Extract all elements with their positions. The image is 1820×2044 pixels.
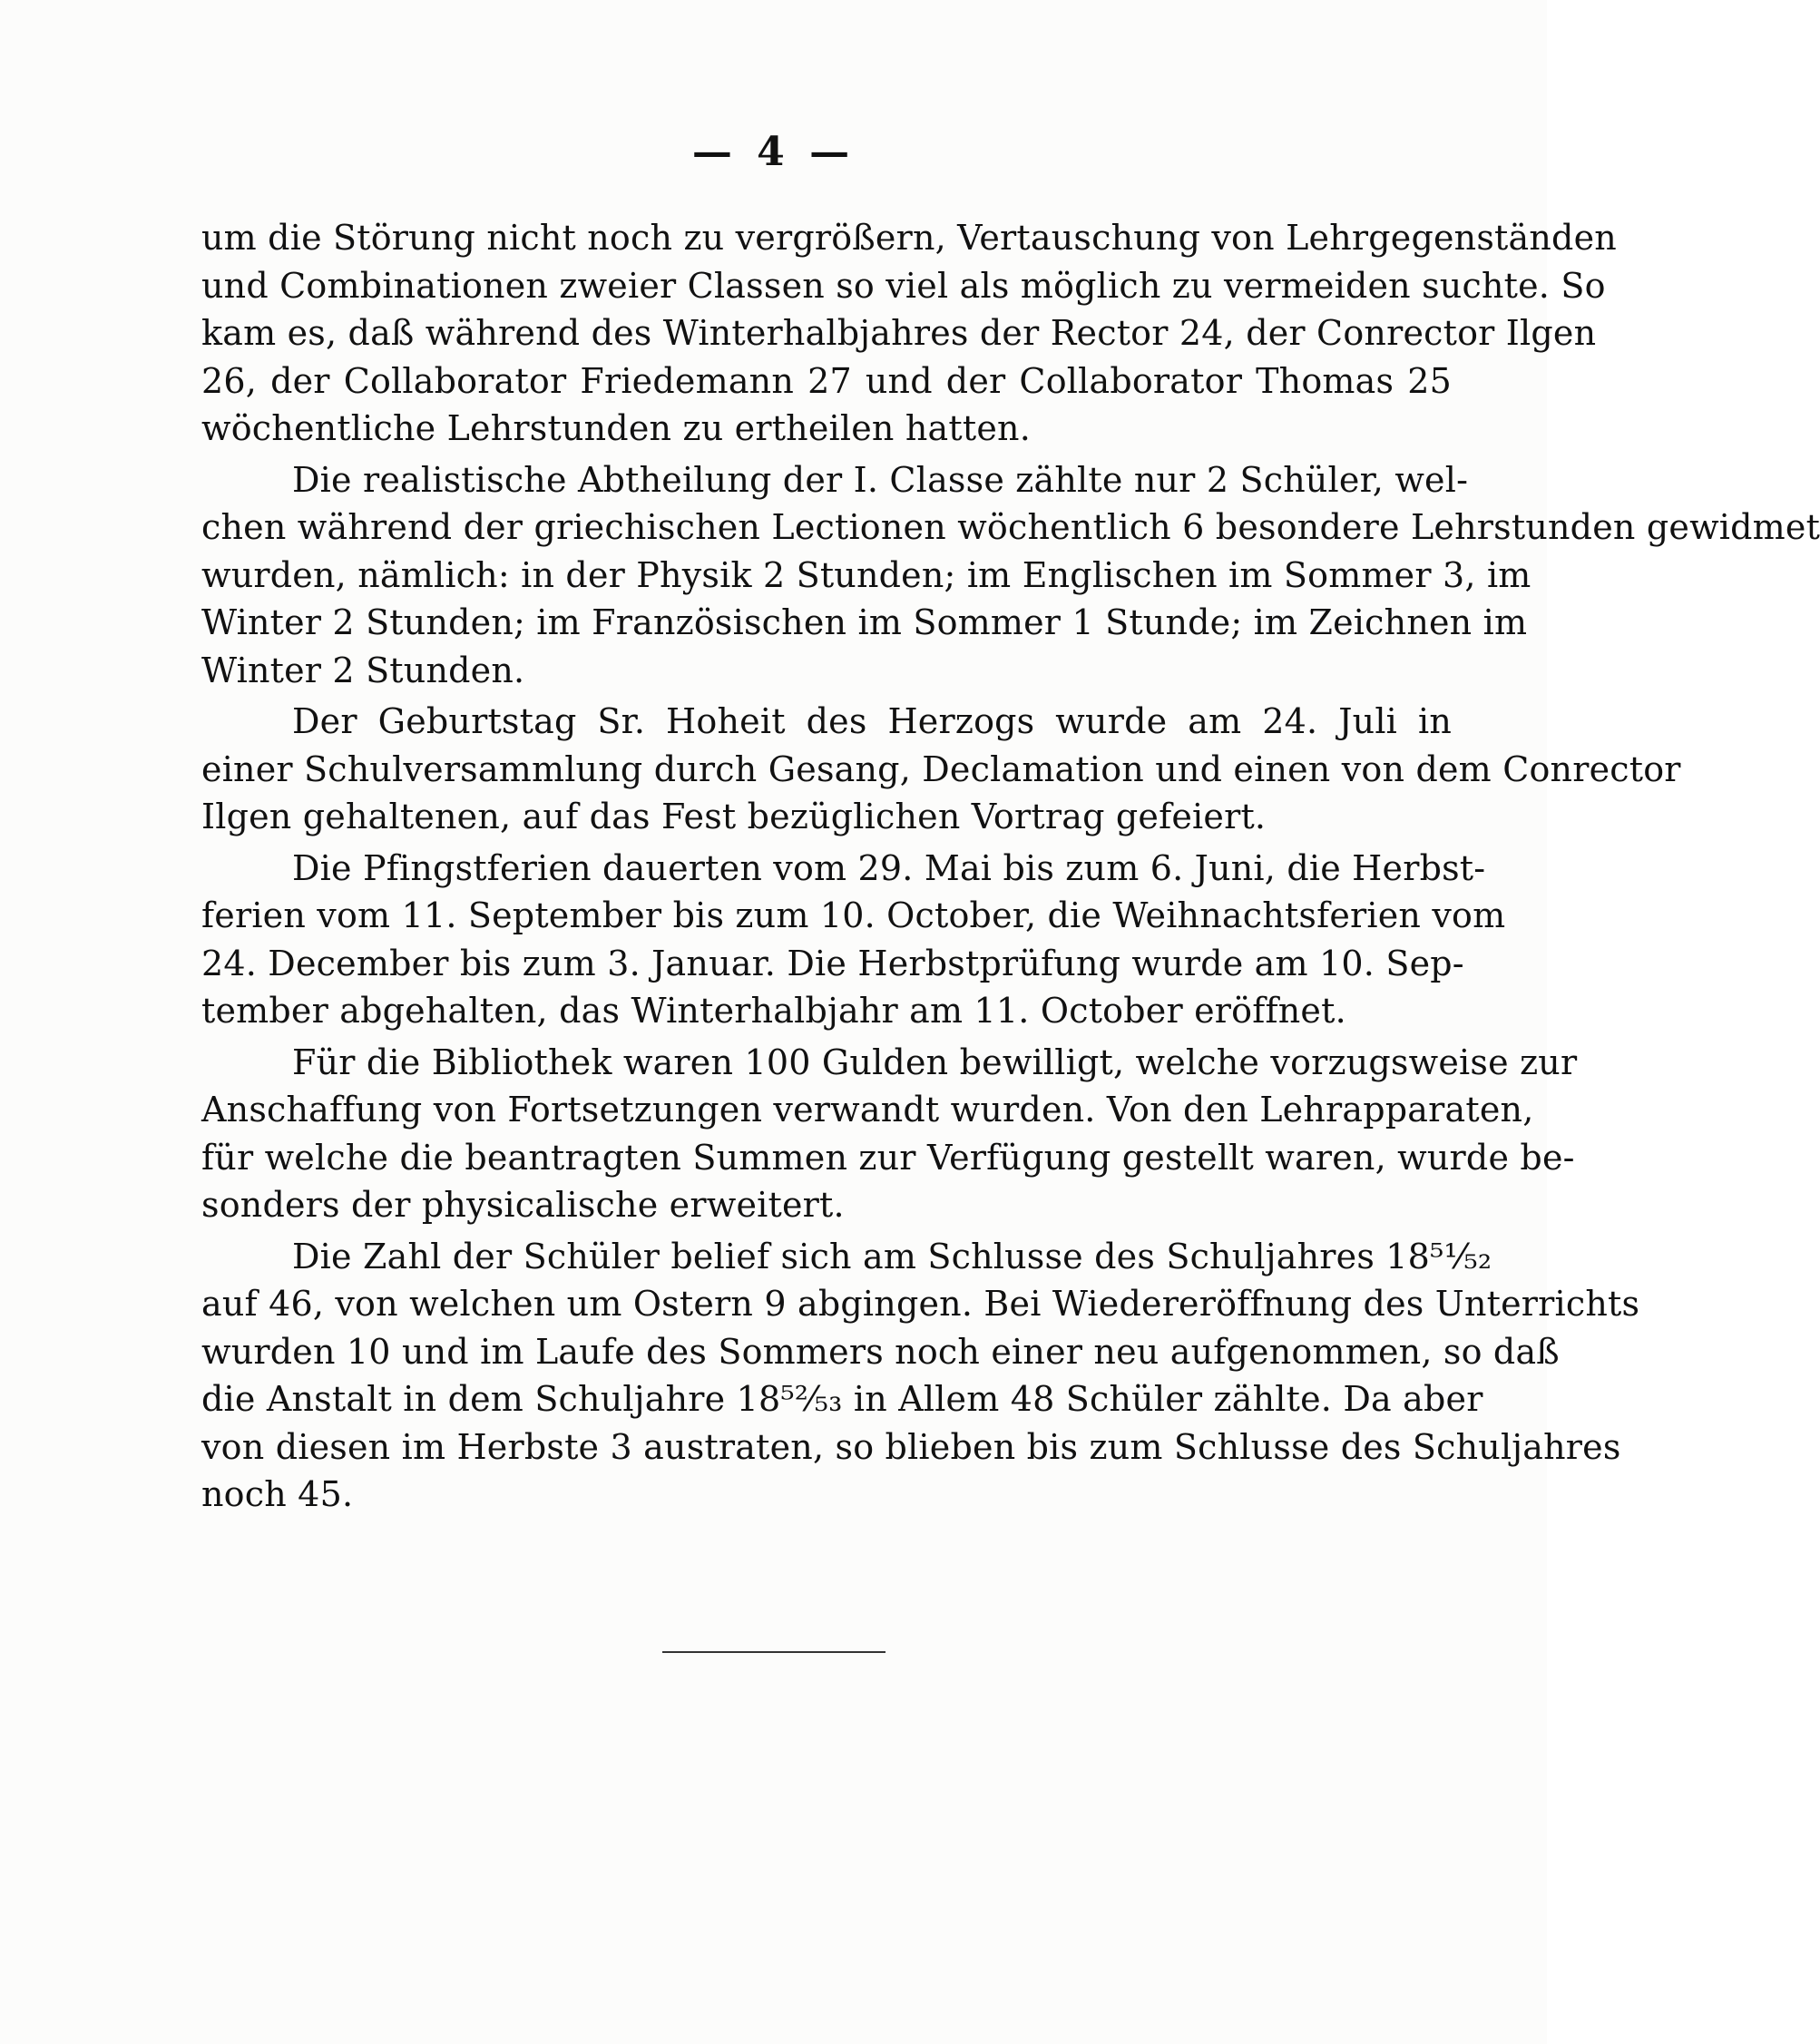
text-line: auf 46, von welchen um Ostern 9 abgingen. Bei Wiedereröffnung des Unterrichts (201, 1284, 1640, 1324)
text-line: Für die Bibliothek waren 100 Gulden bewilligt, welche vorzugsweise zur (292, 1042, 1578, 1082)
text-line: von diesen im Herbste 3 austraten, so blieben bis zum Schlusse des Schuljahres (201, 1426, 1621, 1467)
text-line: tember abgehalten, das Winterhalbjahr am 11. October eröffnet. (201, 991, 1346, 1031)
text-line: noch 45. (201, 1474, 354, 1514)
section-divider (662, 1651, 886, 1653)
text-line: einer Schulversammlung durch Gesang, Declamation und einen von dem Conrector (201, 748, 1681, 789)
body-text (201, 214, 1820, 1522)
text-line: Winter 2 Stunden; im Französischen im Sommer 1 Stunde; im Zeichnen im (201, 602, 1528, 642)
text-line: Die Pfingstferien dauerten vom 29. Mai bis zum 6. Juni, die Herbst- (292, 847, 1486, 888)
text-line: Die Zahl der Schüler belief sich am Schlusse des Schuljahres 18⁵¹⁄₅₂ (292, 1236, 1492, 1276)
text-line: Anschaffung von Fortsetzungen verwandt wurden. Von den Lehrapparaten, (201, 1090, 1534, 1130)
text-line: Die realistische Abtheilung der I. Classe zählte nur 2 Schüler, wel- (292, 459, 1469, 500)
text-line: chen während der griechischen Lectionen wöchentlich 6 besondere Lehrstunden gewidmet (201, 507, 1820, 547)
text-line: 26, der Collaborator Friedemann 27 und der Collaborator Thomas 25 (201, 360, 1452, 401)
text-line: ferien vom 11. September bis zum 10. October, die Weihnachtsferien vom (201, 895, 1506, 935)
paragraph (201, 698, 1681, 841)
text-line: sonders der physicalische erweitert. (201, 1185, 845, 1225)
text-line: 24. December bis zum 3. Januar. Die Herbstprüfung wurde am 10. Sep- (201, 943, 1464, 983)
text-line: kam es, daß während des Winterhalbjahres der Rector 24, der Conrector Ilgen (201, 313, 1597, 353)
paragraph (201, 214, 1617, 453)
text-line: die Anstalt in dem Schuljahre 18⁵²⁄₅₃ in Allem 48 Schüler zählte. Da aber (201, 1379, 1483, 1419)
text-line: für welche die beantragten Summen zur Verfügung gestellt waren, wurde be- (201, 1137, 1575, 1178)
text-line: Ilgen gehaltenen, auf das Fest bezüglichen Vortrag gefeiert. (201, 797, 1267, 836)
text-line: Winter 2 Stunden. (201, 650, 525, 690)
text-line: Der Geburtstag Sr. Hoheit des Herzogs wurde am 24. Juli in (292, 701, 1452, 741)
text-line: wöchentliche Lehrstunden zu ertheilen hatten. (201, 408, 1031, 448)
text-line: wurden, nämlich: in der Physik 2 Stunden; im Englischen im Sommer 3, im (201, 554, 1531, 595)
paragraph (201, 1039, 1578, 1229)
text-line: wurden 10 und im Laufe des Sommers noch einer neu aufgenommen, so daß (201, 1331, 1560, 1372)
text-line: um die Störung nicht noch zu vergrößern, Vertauschung von Lehrgegenständen (201, 218, 1617, 258)
text-line: und Combinationen zweier Classen so viel als möglich zu vermeiden suchte. So (201, 265, 1606, 306)
paragraph (201, 456, 1820, 695)
page-number: — 4 — (691, 129, 856, 175)
paragraph (201, 1233, 1640, 1519)
paragraph (201, 845, 1506, 1035)
